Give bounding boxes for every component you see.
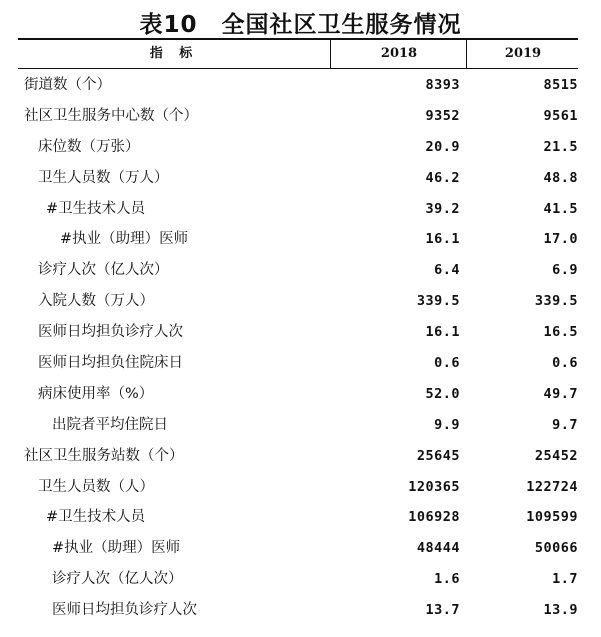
value-2019: 16.5 [543,324,578,341]
value-2018: 0.6 [434,355,460,372]
value-2018: 16.1 [425,324,460,341]
table-row [18,224,578,255]
value-2018: 9.9 [434,416,460,433]
row-label: 医师日均担负诊疗人次 [38,324,183,341]
value-2019: 9561 [543,107,578,124]
row-label: 社区卫生服务中心数（个） [24,107,198,124]
header-indicator: 指 标 [149,46,199,61]
value-2018: 9352 [425,107,460,124]
value-2019: 41.5 [543,200,578,217]
header-year-2019: 2019 [466,40,579,68]
value-2019: 13.9 [543,602,578,619]
table-row [18,101,578,132]
value-2018: 6.4 [434,262,460,279]
value-2019: 48.8 [543,169,578,186]
table-title: 表10 全国社区卫生服务情况 [139,12,462,38]
value-2018: 339.5 [416,293,460,310]
value-2019: 9.7 [552,416,578,433]
table-body [18,70,578,626]
table-row [18,533,578,564]
value-2019: 8515 [543,77,578,93]
table-row [18,348,578,379]
value-2019: 49.7 [543,385,578,402]
value-2019: 6.9 [552,262,578,279]
value-2019: 1.7 [552,571,578,588]
value-2018: 120365 [408,478,460,495]
row-label: #执业（助理）医师 [52,540,181,557]
value-2019: 109599 [526,509,578,526]
row-label: 诊疗人次（亿人次） [38,262,169,279]
row-label: 医师日均担负住院床日 [38,355,183,372]
row-label: 出院者平均住院日 [52,416,168,433]
table-row [18,410,578,441]
value-2019: 122724 [526,478,578,495]
value-2019: 339.5 [534,293,578,310]
row-label: #卫生技术人员 [46,509,146,526]
row-label: 卫生人员数（万人） [38,169,169,186]
value-2019: 0.6 [552,355,578,372]
row-label: 街道数（个） [24,77,111,93]
table-row [18,502,578,533]
value-2018: 20.9 [425,138,460,155]
table-row [18,255,578,286]
table-row [18,70,578,101]
table-row [18,194,578,225]
value-2018: 16.1 [425,231,460,248]
value-2018: 1.6 [434,571,460,588]
value-2019: 17.0 [543,231,578,248]
row-label: #卫生技术人员 [46,200,146,217]
row-label: 卫生人员数（人） [38,478,154,495]
row-label: 诊疗人次（亿人次） [52,571,183,588]
table-row [18,472,578,503]
table-row [18,286,578,317]
value-2019: 21.5 [543,138,578,155]
value-2018: 13.7 [425,602,460,619]
table-row [18,317,578,348]
row-label: #执业（助理）医师 [60,231,189,248]
value-2018: 25645 [416,447,460,464]
table-row [18,132,578,163]
row-label: 社区卫生服务站数（个） [24,447,184,464]
value-2018: 52.0 [425,385,460,402]
value-2018: 39.2 [425,200,460,217]
row-label: 入院人数（万人） [38,293,154,310]
value-2018: 48444 [416,540,460,557]
table-row [18,163,578,194]
row-label: 床位数（万张） [38,138,140,155]
table-row [18,379,578,410]
value-2018: 8393 [425,77,460,93]
table-header [18,38,578,69]
table-row [18,564,578,595]
table-row [18,595,578,626]
value-2018: 46.2 [425,169,460,186]
row-label: 医师日均担负诊疗人次 [52,602,197,619]
header-year-2018: 2018 [330,40,467,68]
row-label: 病床使用率（%） [38,385,154,402]
value-2018: 106928 [408,509,460,526]
value-2019: 50066 [534,540,578,557]
value-2019: 25452 [534,447,578,464]
table-row [18,441,578,472]
